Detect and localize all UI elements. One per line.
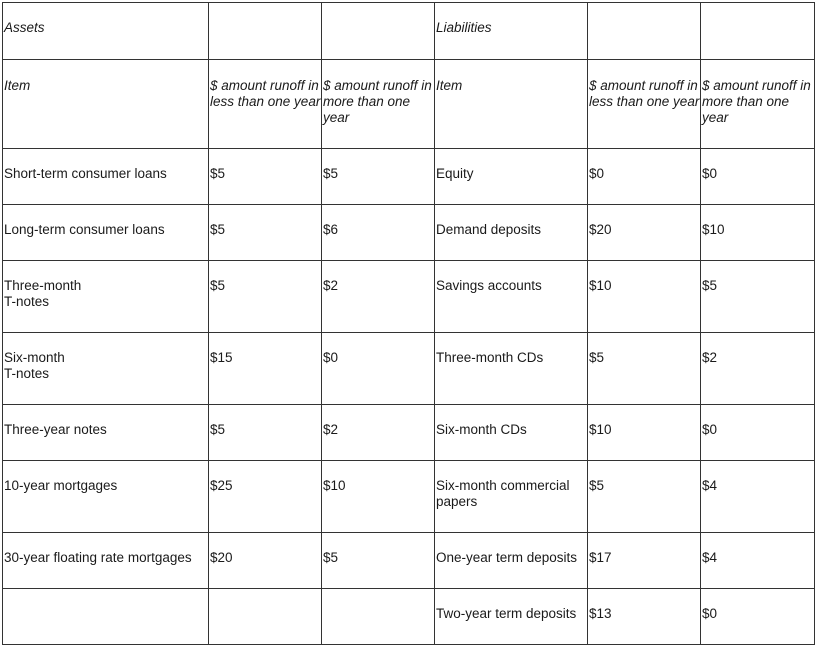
asset-item-cell: Long-term consumer loans xyxy=(3,205,209,261)
liability-gt-cell: $5 xyxy=(701,261,815,333)
table-row xyxy=(3,149,815,205)
asset-item-cell: Short-term consumer loans xyxy=(3,149,209,205)
liability-item-cell: Savings accounts xyxy=(435,261,588,333)
asset-item-cell xyxy=(3,589,209,645)
asset-item-cell: Three-month T-notes xyxy=(3,261,209,333)
table-row xyxy=(3,405,815,461)
asset-item-cell: Three-year notes xyxy=(3,405,209,461)
liability-item-cell: Three-month CDs xyxy=(435,333,588,405)
asset-gt-cell: $6 xyxy=(322,205,435,261)
liability-lt-cell: $5 xyxy=(588,333,701,405)
liability-gt-cell: $0 xyxy=(701,405,815,461)
asset-lt-cell: $20 xyxy=(209,533,322,589)
asset-lt-cell: $5 xyxy=(209,261,322,333)
liability-lt-cell: $5 xyxy=(588,461,701,533)
asset-gt-cell: $5 xyxy=(322,149,435,205)
liability-item-cell: Two-year term deposits xyxy=(435,589,588,645)
liability-gt-cell: $4 xyxy=(701,461,815,533)
asset-gt-cell: $2 xyxy=(322,261,435,333)
liability-item-cell: Six-month commercial papers xyxy=(435,461,588,533)
liability-item-cell: Equity xyxy=(435,149,588,205)
liability-lt-cell: $10 xyxy=(588,261,701,333)
asset-lt-cell: $5 xyxy=(209,405,322,461)
column-header-row xyxy=(3,60,815,149)
asset-gt-cell: $0 xyxy=(322,333,435,405)
liability-gt-cell: $0 xyxy=(701,149,815,205)
liability-lt-cell: $20 xyxy=(588,205,701,261)
table-row xyxy=(3,461,815,533)
table-row xyxy=(3,205,815,261)
empty-cell xyxy=(322,3,435,60)
liability-item-header: Item xyxy=(435,60,588,149)
asset-lt-cell: $5 xyxy=(209,149,322,205)
liability-gt-cell: $2 xyxy=(701,333,815,405)
assets-heading: Assets xyxy=(4,20,45,35)
asset-gt-cell: $2 xyxy=(322,405,435,461)
runoff-table xyxy=(2,2,815,645)
liability-lt-cell: $0 xyxy=(588,149,701,205)
liability-item-cell: Six-month CDs xyxy=(435,405,588,461)
empty-cell xyxy=(701,3,815,60)
asset-item-header: Item xyxy=(3,60,209,149)
liability-gt-cell: $4 xyxy=(701,533,815,589)
table-row xyxy=(3,261,815,333)
asset-item-cell: 10-year mortgages xyxy=(3,461,209,533)
asset-lt-cell: $25 xyxy=(209,461,322,533)
asset-gt-cell: $10 xyxy=(322,461,435,533)
liability-lt-cell: $13 xyxy=(588,589,701,645)
asset-lt-cell: $5 xyxy=(209,205,322,261)
empty-cell xyxy=(209,3,322,60)
table-row xyxy=(3,533,815,589)
table-row xyxy=(3,333,815,405)
liability-gt-header: $ amount runoff in more than one year xyxy=(701,60,815,149)
liabilities-heading: Liabilities xyxy=(436,20,492,35)
liability-item-cell: Demand deposits xyxy=(435,205,588,261)
asset-item-cell: 30-year floating rate mortgages xyxy=(3,533,209,589)
asset-lt-cell: $15 xyxy=(209,333,322,405)
liability-item-cell: One-year term deposits xyxy=(435,533,588,589)
assets-heading-cell xyxy=(3,3,209,60)
liability-lt-header: $ amount runoff in less than one year xyxy=(588,60,701,149)
asset-gt-header: $ amount runoff in more than one year xyxy=(322,60,435,149)
section-header-row xyxy=(3,3,815,60)
liabilities-heading-cell xyxy=(435,3,588,60)
liability-lt-cell: $10 xyxy=(588,405,701,461)
asset-lt-header: $ amount runoff in less than one year xyxy=(209,60,322,149)
liability-lt-cell: $17 xyxy=(588,533,701,589)
liability-gt-cell: $0 xyxy=(701,589,815,645)
asset-gt-cell xyxy=(322,589,435,645)
asset-gt-cell: $5 xyxy=(322,533,435,589)
table-row xyxy=(3,589,815,645)
empty-cell xyxy=(588,3,701,60)
asset-lt-cell xyxy=(209,589,322,645)
asset-item-cell: Six-month T-notes xyxy=(3,333,209,405)
liability-gt-cell: $10 xyxy=(701,205,815,261)
